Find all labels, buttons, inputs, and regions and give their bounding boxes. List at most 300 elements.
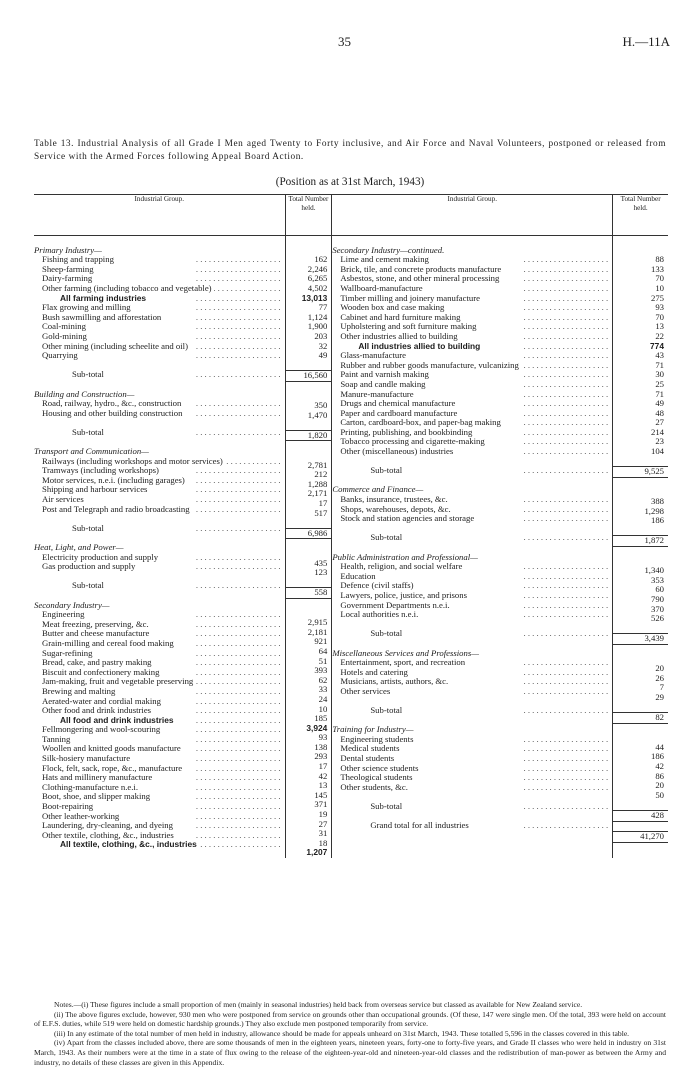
- group-total-value: 1,207: [306, 847, 328, 858]
- note-text: Apart from the classes included above, there are some thousands of men in the eighteen years, nineteen years, forty-one to forty-five years, and Grade II classes who were held in industry on 31st March, 1943. As their numbers were at the time in a state of flux owing to the release of the eighteen-year-old and nineteen-year-old classes and the redistribution of man-power as between the Army and industry, no details of these classes are given in this Appendix.: [34, 1038, 666, 1067]
- group-total-value: 774: [650, 340, 664, 351]
- spacer: [613, 526, 668, 536]
- row-value: 435: [314, 557, 328, 568]
- row-label: [332, 294, 612, 304]
- spacer: [613, 457, 668, 467]
- row-label: [34, 332, 285, 342]
- row-value: 1,298: [644, 505, 664, 516]
- row-label: [34, 658, 285, 668]
- row-label: [332, 284, 612, 294]
- row-label-text: Other industries allied to building: [340, 331, 458, 341]
- row-label-text: Drugs and chemical manufacture: [340, 399, 456, 409]
- row-value: 23: [655, 436, 664, 447]
- row-value: 18: [318, 837, 328, 848]
- row-label-text: All food and drink industries: [60, 715, 174, 725]
- section-heading: [332, 649, 612, 659]
- row-label: [332, 514, 612, 524]
- note-label: Notes.—(i): [54, 1000, 91, 1009]
- row-label: [332, 390, 612, 400]
- spacer: [613, 800, 668, 810]
- row-label: [332, 332, 612, 342]
- row-value: 33: [318, 684, 328, 695]
- page-number: 35: [338, 34, 351, 49]
- row-label-text: Wallboard-manufacture: [340, 283, 423, 293]
- note-paragraph: [34, 1010, 666, 1029]
- row-label-text: Dairy-farming: [42, 274, 93, 284]
- row-label-text: Entertainment, sport, and recreation: [340, 658, 466, 668]
- row-label-text: Sugar-refining: [42, 648, 93, 658]
- row-label: [332, 265, 612, 275]
- row-value: 921: [314, 636, 328, 647]
- row-value: 62: [318, 674, 328, 685]
- row-label-text: Engineering students: [340, 734, 414, 744]
- row-value: 517: [314, 507, 328, 518]
- row-label-text: Other (miscellaneous) industries: [340, 447, 454, 457]
- row-label-text: Flax growing and milling: [42, 303, 131, 313]
- row-label: [34, 303, 285, 313]
- group-total-label: [34, 716, 285, 726]
- spacer: [613, 236, 668, 246]
- subtotal-value: 41,270: [613, 831, 668, 843]
- section-heading: [34, 447, 285, 457]
- subtotal-value: 428: [613, 810, 668, 822]
- row-label: [34, 485, 285, 495]
- col-header-total-left: Total Number held.: [285, 195, 332, 236]
- row-value: 86: [655, 770, 664, 781]
- section-heading: [34, 246, 285, 256]
- row-label: [34, 812, 285, 822]
- row-label: [34, 342, 285, 352]
- group-total-label: [34, 840, 285, 850]
- row-label-text: Sub-total: [72, 427, 104, 437]
- row-label: [34, 649, 285, 659]
- row-label: [332, 313, 612, 323]
- right-labels: [332, 236, 613, 859]
- row-label-text: Silk-hosiery manufacture: [42, 754, 131, 764]
- section-heading: [332, 725, 612, 735]
- left-values: [285, 236, 332, 859]
- row-label-text: Boot-repairing: [42, 802, 94, 812]
- row-label: [332, 380, 612, 390]
- section-heading: [34, 543, 285, 553]
- section-heading-text: Transport and Communication—: [34, 447, 149, 457]
- spacer: [286, 236, 332, 246]
- row-label: [332, 754, 612, 764]
- subtotal-value: 558: [286, 587, 332, 599]
- spacer: [332, 476, 612, 486]
- row-value: 526: [650, 613, 664, 624]
- row-label-text: Air services: [42, 495, 84, 505]
- row-label: [332, 591, 612, 601]
- row-value: 51: [318, 655, 328, 666]
- note-text: The above figures exclude, however, 930 men who were postponed from service on grounds other than occupational grounds. (Of these, 147 were single men. Of the total, 393 were held on account of E.F.S. duties, while 519 were held on domestic hardship grounds.) They also exclude men postponed temporarily from service.: [34, 1009, 666, 1029]
- row-label: [34, 735, 285, 745]
- subtotal-label: [34, 370, 285, 380]
- row-value: 2,246: [307, 263, 328, 274]
- note-paragraph: [34, 1000, 666, 1010]
- row-label-text: Theological students: [340, 773, 413, 783]
- row-value: 70: [655, 311, 664, 322]
- row-label: [34, 802, 285, 812]
- row-label: [34, 639, 285, 649]
- row-label: [332, 447, 612, 457]
- row-label-text: Defence (civil staffs): [340, 581, 414, 591]
- row-label-text: Boot, shoe, and slipper making: [42, 792, 151, 802]
- section-heading-text: Secondary Industry—continued.: [332, 245, 445, 255]
- spacer: [332, 812, 612, 822]
- row-label-text: Stock and station agencies and storage: [340, 514, 475, 524]
- row-label: [34, 744, 285, 754]
- row-value: 71: [655, 388, 664, 399]
- row-value: 212: [314, 469, 328, 480]
- spacer: [332, 716, 612, 726]
- row-value: 13: [318, 780, 328, 791]
- row-value: 26: [655, 672, 664, 683]
- row-value: 371: [314, 799, 328, 810]
- spacer: [332, 524, 612, 534]
- row-label: [34, 255, 285, 265]
- row-label-text: Coal-mining: [42, 322, 86, 332]
- row-label-text: Local authorities n.e.i.: [340, 610, 419, 620]
- spacer: [286, 539, 332, 549]
- row-value: 20: [655, 663, 664, 674]
- note-paragraph: [34, 1029, 666, 1039]
- spacer: [286, 420, 332, 430]
- row-label-text: Butter and cheese manufacture: [42, 629, 150, 639]
- row-label: [34, 764, 285, 774]
- spacer: [34, 236, 285, 246]
- subtotal-label: [332, 706, 612, 716]
- row-label: [332, 303, 612, 313]
- row-label-text: Printing, publishing, and bookbinding: [340, 427, 473, 437]
- subtotal-value: 16,560: [286, 370, 332, 382]
- section-heading: [332, 246, 612, 256]
- row-label: [34, 792, 285, 802]
- row-value: 29: [655, 691, 664, 702]
- subtotal-value: 3,439: [613, 633, 668, 645]
- row-label: [332, 601, 612, 611]
- row-label: [34, 322, 285, 332]
- row-label-text: Aerated-water and cordial making: [42, 696, 161, 706]
- row-value: 104: [650, 446, 664, 457]
- row-label-text: Brewing and malting: [42, 686, 116, 696]
- row-label-text: Rubber and rubber goods manufacture, vulcanizing: [340, 360, 519, 370]
- row-label-text: Banks, insurance, trustees, &c.: [340, 495, 448, 505]
- row-label: [332, 322, 612, 332]
- row-value: 7: [659, 682, 664, 693]
- row-value: 1,470: [307, 409, 328, 420]
- row-label: [34, 629, 285, 639]
- spacer: [613, 547, 668, 557]
- col-header-group-left: Industrial Group.: [34, 195, 285, 236]
- row-label-text: Hotels and catering: [340, 667, 408, 677]
- row-value: 1,124: [307, 311, 328, 322]
- row-label: [34, 476, 285, 486]
- row-label: [34, 495, 285, 505]
- section-heading-text: Building and Construction—: [34, 389, 135, 399]
- row-value: 44: [655, 741, 664, 752]
- row-value: 48: [655, 407, 664, 418]
- note-paragraph: [34, 1038, 666, 1067]
- row-value: 32: [318, 340, 328, 351]
- row-label: [34, 553, 285, 563]
- spacer: [286, 599, 332, 609]
- row-label-text: Road, railway, hydro., &c., construction: [42, 399, 182, 409]
- row-label-text: Grain-milling and cereal food making: [42, 638, 174, 648]
- row-value: 19: [318, 809, 328, 820]
- row-value: 60: [655, 584, 664, 595]
- spacer: [286, 441, 332, 451]
- row-value: 186: [650, 751, 664, 762]
- row-value: 1,340: [644, 565, 664, 576]
- row-label: [332, 495, 612, 505]
- row-label-text: Grand total for all industries: [370, 821, 469, 831]
- section-heading: [332, 553, 612, 563]
- row-label: [332, 677, 612, 687]
- row-value: 27: [655, 417, 664, 428]
- subtotal-value: 9,525: [613, 466, 668, 478]
- row-label-text: Sheep-farming: [42, 264, 94, 274]
- row-label: [34, 697, 285, 707]
- row-value: 133: [650, 263, 664, 274]
- row-label-text: Clothing-manufacture n.e.i.: [42, 782, 139, 792]
- row-label: [34, 265, 285, 275]
- row-label-text: Flock, felt, sack, rope, &c., manufacture: [42, 763, 183, 773]
- section-heading-text: Primary Industry—: [34, 245, 102, 255]
- row-label: [332, 668, 612, 678]
- row-label: [332, 274, 612, 284]
- section-heading: [332, 485, 612, 495]
- subtotal-value: 6,986: [286, 528, 332, 540]
- spacer: [613, 624, 668, 634]
- group-total-label: [332, 342, 612, 352]
- spacer: [34, 572, 285, 582]
- row-label: [34, 466, 285, 476]
- group-total-value: 3,924: [306, 722, 328, 733]
- row-label: [332, 572, 612, 582]
- row-label: [332, 437, 612, 447]
- row-label-text: Timber milling and joinery manufacture: [340, 293, 480, 303]
- row-value: 70: [655, 273, 664, 284]
- row-label: [332, 687, 612, 697]
- section-heading-text: Heat, Light, and Power—: [34, 543, 124, 552]
- row-label: [332, 255, 612, 265]
- position-date: (Position as at 31st March, 1943): [275, 176, 425, 188]
- row-label: [332, 783, 612, 793]
- row-label-text: Hats and millinery manufacture: [42, 773, 153, 783]
- row-label-text: Fellmongering and wool-scouring: [42, 725, 161, 735]
- row-value: 13: [655, 321, 664, 332]
- row-label: [34, 831, 285, 841]
- note-label: (iii): [54, 1028, 68, 1038]
- spacer: [34, 418, 285, 428]
- spacer: [286, 382, 332, 392]
- note-label: (ii): [54, 1009, 66, 1019]
- row-label-text: Post and Telegraph and radio broadcasting: [42, 504, 190, 514]
- row-value: 17: [318, 761, 328, 772]
- row-value: 43: [655, 350, 664, 361]
- row-value: 1,288: [307, 478, 328, 489]
- row-value: 4,502: [307, 282, 328, 293]
- row-value: 49: [318, 350, 328, 361]
- row-label: [332, 562, 612, 572]
- section-heading-text: Commerce and Finance—: [332, 485, 424, 495]
- row-label-text: Fishing and trapping: [42, 255, 114, 265]
- row-label: [34, 351, 285, 361]
- row-label-text: Other food and drink industries: [42, 706, 152, 716]
- row-label-text: Gold-mining: [42, 331, 87, 341]
- subtotal-label: [332, 533, 612, 543]
- subtotal-label: [332, 821, 612, 831]
- row-value: 49: [655, 398, 664, 409]
- row-label: [34, 773, 285, 783]
- row-value: 42: [655, 761, 664, 772]
- spacer: [332, 543, 612, 553]
- row-label: [34, 620, 285, 630]
- row-label-text: Asbestos, stone, and other mineral processing: [340, 274, 500, 284]
- row-label: [332, 351, 612, 361]
- row-label-text: Sub-total: [72, 581, 104, 591]
- row-value: 22: [655, 330, 664, 341]
- row-label-text: Quarrying: [42, 351, 78, 361]
- row-value: 123: [314, 567, 328, 578]
- subtotal-value: 1,872: [613, 535, 668, 547]
- row-value: 185: [314, 713, 328, 724]
- row-label: [34, 668, 285, 678]
- row-value: 145: [314, 789, 328, 800]
- row-label: [332, 428, 612, 438]
- row-label-text: Electricity production and supply: [42, 552, 159, 562]
- subtotal-label: [332, 466, 612, 476]
- row-label: [332, 735, 612, 745]
- row-label-text: All industries allied to building: [358, 341, 481, 351]
- row-label-text: Glass-manufacture: [340, 351, 406, 361]
- row-label: [34, 274, 285, 284]
- row-label-text: Bush sawmilling and afforestation: [42, 312, 162, 322]
- row-label: [332, 505, 612, 515]
- spacer: [332, 792, 612, 802]
- row-value: 88: [655, 254, 664, 265]
- row-label: [34, 706, 285, 716]
- subtotal-label: [34, 428, 285, 438]
- row-value: 10: [655, 282, 664, 293]
- row-value: 162: [314, 254, 328, 265]
- row-label-text: Lawyers, police, justice, and prisons: [340, 590, 468, 600]
- row-label-text: Shops, warehouses, depots, &c.: [340, 504, 451, 514]
- row-label: [34, 313, 285, 323]
- row-value: 93: [318, 732, 328, 743]
- group-total-label: [34, 294, 285, 304]
- row-value: 2,171: [307, 488, 328, 499]
- row-label: [34, 687, 285, 697]
- subtotal-label: [332, 802, 612, 812]
- row-label: [34, 505, 285, 515]
- spacer: [332, 620, 612, 630]
- section-heading: [34, 601, 285, 611]
- row-label-text: Bread, cake, and pastry making: [42, 658, 152, 668]
- row-label-text: Cabinet and hard furniture making: [340, 312, 461, 322]
- subtotal-label: [34, 524, 285, 534]
- row-label: [34, 677, 285, 687]
- col-header-group-right: Industrial Group.: [332, 195, 613, 236]
- row-label: [34, 754, 285, 764]
- row-label-text: Sub-total: [72, 370, 104, 380]
- note-label: (iv): [54, 1038, 67, 1048]
- row-label: [332, 658, 612, 668]
- row-value: 25: [655, 378, 664, 389]
- row-value: 293: [314, 751, 328, 762]
- row-value: 1,900: [307, 321, 328, 332]
- row-label-text: Tramways (including workshops): [42, 466, 159, 476]
- row-value: 138: [314, 741, 328, 752]
- row-label: [332, 370, 612, 380]
- left-labels: [34, 236, 285, 859]
- row-label: [34, 399, 285, 409]
- spacer: [332, 236, 612, 246]
- spacer: [34, 437, 285, 447]
- row-label-text: Education: [340, 571, 376, 581]
- row-label-text: Carton, cardboard-box, and paper-bag making: [340, 418, 501, 428]
- row-label-text: Other students, &c.: [340, 782, 408, 792]
- row-label-text: Sub-total: [370, 706, 403, 716]
- row-label-text: Dental students: [340, 754, 395, 764]
- row-value: 64: [318, 645, 328, 656]
- row-label: [34, 725, 285, 735]
- row-label: [34, 821, 285, 831]
- row-value: 10: [318, 703, 328, 714]
- row-value: 6,265: [307, 273, 328, 284]
- row-value: 42: [318, 770, 328, 781]
- col-header-total-right: Total Number held.: [613, 195, 668, 236]
- row-label: [332, 361, 612, 371]
- row-value: 2,915: [307, 617, 328, 628]
- row-value: 27: [318, 818, 328, 829]
- row-value: 2,181: [307, 626, 328, 637]
- row-label: [332, 744, 612, 754]
- row-label-text: Gas production and supply: [42, 562, 136, 572]
- row-value: 186: [650, 515, 664, 526]
- spacer: [613, 703, 668, 713]
- row-label-text: Railways (including workshops and motor services): [42, 456, 223, 466]
- row-label-text: Soap and candle making: [340, 379, 426, 389]
- row-value: 393: [314, 665, 328, 676]
- spacer: [34, 591, 285, 601]
- section-heading-text: Secondary Industry—: [34, 600, 110, 610]
- row-value: 203: [314, 330, 328, 341]
- row-label: [332, 418, 612, 428]
- row-label-text: Other services: [340, 686, 391, 696]
- right-values: [613, 236, 668, 859]
- row-label-text: Tanning: [42, 734, 71, 744]
- row-label-text: Lime and cement making: [340, 255, 429, 265]
- document-series-id: H.—11A: [622, 34, 670, 49]
- row-label-text: Paper and cardboard manufacture: [340, 408, 458, 418]
- row-value: 20: [655, 780, 664, 791]
- row-label: [332, 581, 612, 591]
- spacer: [286, 518, 332, 528]
- row-label-text: Sub-total: [370, 533, 403, 543]
- row-label-text: Wooden box and case making: [340, 303, 445, 313]
- row-value: 2,781: [307, 459, 328, 470]
- row-label-text: Sub-total: [370, 466, 403, 476]
- row-label: [332, 399, 612, 409]
- row-label-text: All textile, clothing, &c., industries: [60, 840, 197, 850]
- spacer: [332, 697, 612, 707]
- row-label-text: Other science students: [340, 763, 419, 773]
- spacer: [286, 578, 332, 588]
- row-label-text: Musicians, artists, authors, &c.: [340, 677, 449, 687]
- row-label: [332, 764, 612, 774]
